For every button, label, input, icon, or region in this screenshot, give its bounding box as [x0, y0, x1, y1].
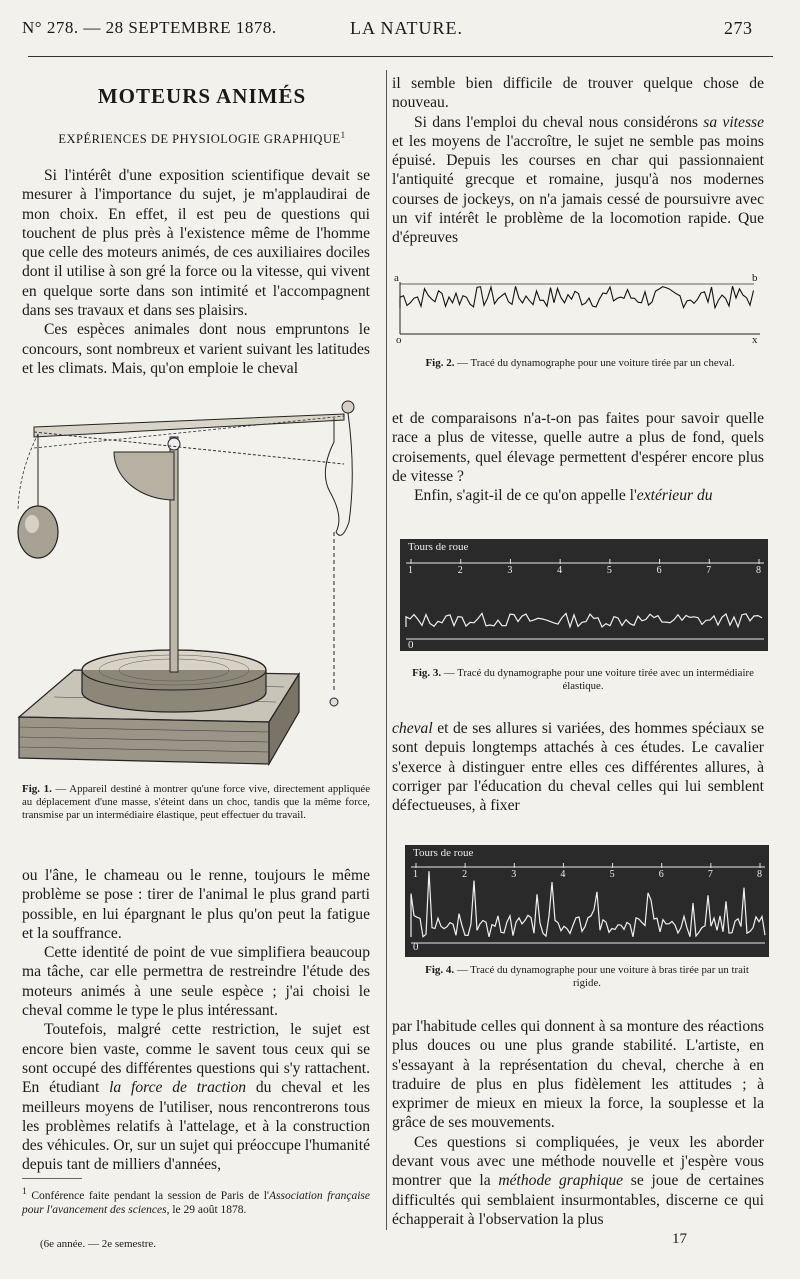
- fig1-label: Fig. 1.: [22, 783, 52, 795]
- fig4-zero: 0: [413, 941, 419, 953]
- tick-label: 4: [560, 869, 566, 880]
- fig4-dynamograph-trace: [405, 845, 769, 957]
- tick-label: 1: [413, 869, 418, 880]
- tick-label: 3: [511, 869, 517, 880]
- tick-label: 2: [462, 869, 468, 880]
- italic-run: extérieur du: [636, 487, 713, 505]
- fig4-title: Tours de roue: [413, 847, 474, 859]
- tick-label: 1: [408, 565, 413, 576]
- tick-label: 6: [658, 869, 664, 880]
- tick-label: 6: [656, 565, 662, 576]
- page-number: 273: [724, 18, 753, 38]
- fig3-caption-text: — Tracé du dynamographe pour une voiture tirée avec un intermédiaire élastique.: [441, 667, 754, 692]
- article-title: MOTEURS ANIMÉS: [97, 84, 307, 108]
- fig4-caption: [412, 964, 762, 990]
- paragraph: Si l'intérêt d'une exposition scientifique devait se mesurer à l'importance du sujet, je m'applaudirai de mon choix. En effet, il est peu de questions qui touchent de plus près à l'existence même de l'homme que celle des moteurs animés, de ces auxiliaires dociles dont il utilise à son gré la force ou la vitesse, qui vivent en quelque sorte dans son intimité et l'accompagnent dans ses travaux et dans ses plaisirs.: [22, 167, 370, 320]
- fig2-a-label: a: [394, 272, 399, 284]
- paragraph: il semble bien difficile de trouver quelque chose de nouveau.: [392, 75, 764, 112]
- text-run: Toutefois, malgré cette restriction, le sujet est encore bien vaste, comme le savent tous ceux qui se sont occupé des différentes questions qui s'y rattachent. En étudiant: [22, 1021, 370, 1097]
- text-run: Conférence faite pendant la session de Paris de l': [26, 1189, 269, 1202]
- tick-label: 8: [757, 869, 762, 880]
- tick-label: 7: [706, 565, 712, 576]
- tick-label: 7: [707, 869, 713, 880]
- issue-line: N° 278. — 28 SEPTEMBRE 1878.: [22, 18, 277, 37]
- tick-label: 5: [609, 869, 615, 880]
- right-intro: [392, 74, 764, 248]
- paragraph: [22, 1020, 370, 1174]
- journal-title: LA NATURE.: [350, 18, 463, 38]
- fig3-plot: [400, 539, 768, 651]
- text-run: Si dans l'emploi du cheval nous considérons: [414, 113, 704, 131]
- fig3-caption: [408, 667, 758, 693]
- fig2-caption-text: — Tracé du dynamographe pour une voiture tirée par un cheval.: [454, 357, 735, 369]
- paragraph: [392, 1133, 764, 1229]
- fig1-caption-text: — Appareil destiné à montrer qu'une force vive, directement appliquée au déplacement d'une masse, s'éteint dans un choc, tandis que la même force, transmise par un intermédiaire élastique, peut effectuer du travail.: [22, 783, 370, 821]
- fig3-dynamograph-trace: [400, 539, 768, 651]
- text-run: du cheval et les meilleurs moyens de l'utiliser, nous rencontrerons tous les problèmes relatifs à l'attelage, et à la construction des véhicules. Or, sur un sujet qui préoccupe l'humanité depuis tant de milliers d'années,: [22, 1079, 370, 1174]
- paragraph: [392, 719, 764, 815]
- fig2-trace: [394, 268, 766, 348]
- fig2-x-label: x: [752, 334, 758, 346]
- left-intro: [22, 166, 370, 378]
- fig1-apparatus-engraving: [14, 392, 376, 780]
- text-run: et de ses allures si variées, des hommes spéciaux se sont depuis longtemps attachés à ces études. Le cavalier s'exerce à distinguer entre elles ces différentes allures, à corriger par l'éducation du cheval celles qui lui semblent défectueuses, à fixer: [392, 720, 764, 815]
- text-run: Ces questions si compliquées, je veux les aborder devant vous avec une méthode nouvelle et j'espère vous montrer que la: [392, 1133, 764, 1190]
- fig2-trace-line: [400, 286, 754, 308]
- tick-label: 4: [557, 565, 563, 576]
- fig2-origin-label: o: [396, 334, 402, 346]
- tick-label: 3: [507, 565, 513, 576]
- tick-label: 8: [756, 565, 761, 576]
- left-body: [22, 866, 370, 1175]
- fig3-title: Tours de roue: [408, 541, 469, 553]
- tick-label: 5: [606, 565, 612, 576]
- paragraph: et de comparaisons n'a-t-on pas faites pour savoir quelle race a plus de vitesse, quelle autre a plus de fond, quels croisements, quel élevage permettent d'espérer encore plus de vitesse ?: [392, 410, 764, 485]
- fig4-plot: [405, 845, 769, 957]
- right-body: [392, 719, 764, 815]
- italic-run: Association française pour l'avancement des sciences: [22, 1189, 370, 1216]
- italic-run: cheval: [392, 720, 433, 737]
- column-separator: [386, 70, 387, 1230]
- paragraph: [392, 113, 764, 248]
- subtitle-text: EXPÉRIENCES DE PHYSIOLOGIE GRAPHIQUE: [58, 132, 341, 147]
- fig2-plot: [394, 268, 766, 348]
- italic-run: méthode graphique: [498, 1172, 624, 1190]
- fig3-zero: 0: [408, 639, 414, 651]
- paragraph: ou l'âne, le chameau ou le renne, toujours le même problème se pose : tirer de l'animal le plus grand parti possible, en lui épargnant le plus qu'on peut la fatigue et la souffrance.: [22, 867, 370, 942]
- text-run: et les moyens de l'accroître, le sujet ne semble pas moins épuisé. Depuis les courses en char qui passionnaient l'antiquité grecque et romaine, jusqu'à nos modernes courses de jockeys, on n'a jamais cessé de poursuivre avec un vif intérêt le problème de la locomotion rapide. Que d'épreuves: [392, 132, 764, 247]
- text-run: se joue de certaines difficultés qui semblaient insurmontables, discerne ce qui échapperait à l'observation la plus: [392, 1172, 765, 1228]
- fig3-label: Fig. 3.: [412, 667, 442, 679]
- fig2-label: Fig. 2.: [425, 357, 455, 369]
- paragraph: Ces espèces animales dont nous empruntons le concours, sont nombreux et varient suivant les latitudes et les climats. Mais, qu'on emploie le cheval: [22, 321, 370, 377]
- right-closing: [392, 1017, 764, 1229]
- article-subtitle: [28, 130, 376, 147]
- subtitle-footnote-mark: 1: [340, 130, 346, 140]
- fig2-caption: [420, 357, 740, 370]
- fig3-trace-line: [406, 613, 762, 627]
- italic-run: sa vitesse: [703, 113, 764, 131]
- footnote: [22, 1185, 370, 1217]
- paragraph: Cette identité de point de vue simplifiera beaucoup ma tâche, car elle permettra de restreindre l'étude des moteurs animés à une seule espèce ; j'ai choisi le cheval comme le type le plus intéressant.: [22, 944, 370, 1020]
- fig1-caption: [22, 783, 370, 822]
- fig2-b-label: b: [752, 272, 758, 284]
- text-run: Enfin, s'agit-il de ce qu'on appelle l': [414, 487, 637, 505]
- volume-signature: (6e année. — 2e semestre.: [40, 1238, 157, 1250]
- signature-number: 17: [672, 1231, 687, 1247]
- header-rule: [28, 56, 773, 57]
- fig4-caption-text: — Tracé du dynamographe pour une voiture à bras tirée par un trait rigide.: [454, 964, 749, 989]
- paragraph: [392, 486, 764, 505]
- fig4-trace-line: [411, 871, 765, 937]
- fig4-label: Fig. 4.: [425, 964, 455, 976]
- text-run: , le 29 août 1878.: [166, 1203, 247, 1216]
- footnote-rule: [22, 1178, 82, 1179]
- footnote-mark: 1: [22, 1186, 27, 1197]
- paragraph: par l'habitude celles qui donnent à sa monture des réactions plus douces ou une plus grande stabilité. L'artiste, en s'essayant à la représentation du cheval, cherche à en traduire de plus en plus fidèlement les attitudes ; à exprimer de mieux en mieux la force, la souplesse et la grâce de ses mouvements.: [392, 1018, 764, 1132]
- tick-label: 2: [457, 565, 463, 576]
- right-middle: [392, 409, 764, 505]
- italic-run: la force de traction: [109, 1079, 247, 1097]
